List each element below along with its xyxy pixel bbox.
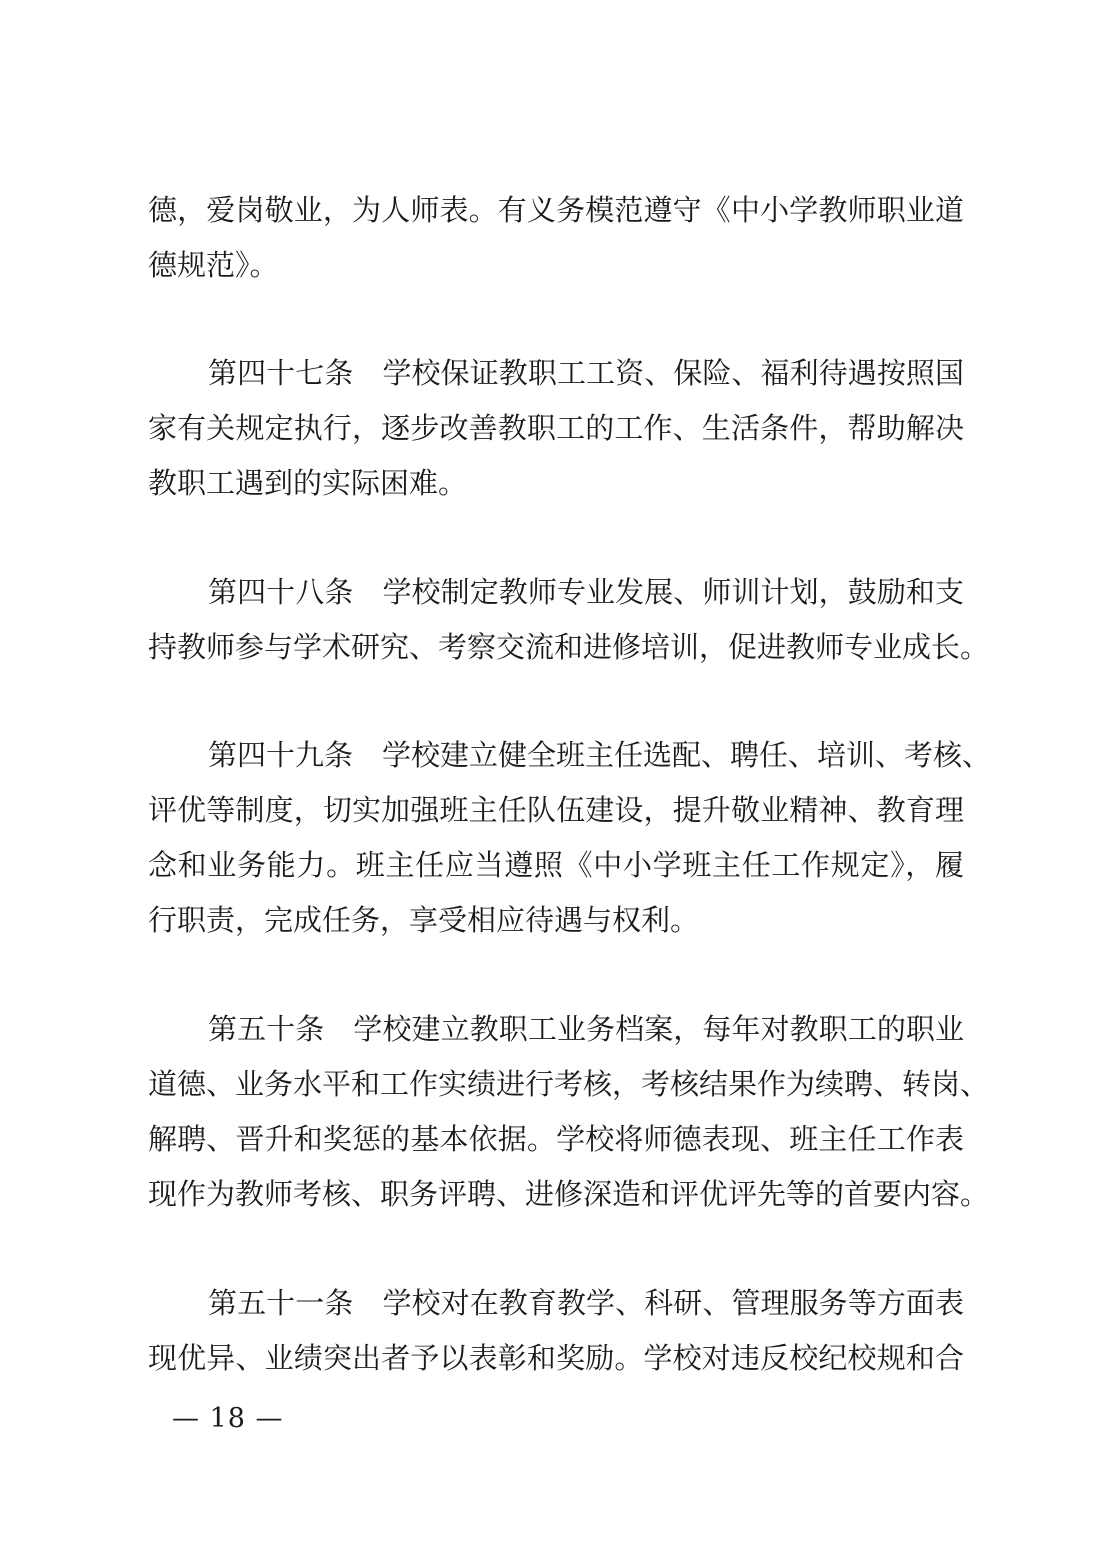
- text-line: 现优异、业绩突出者予以表彰和奖励。学校对违反校纪校规和合: [148, 1341, 964, 1375]
- article-49-first-line: 第四十九条 学校建立健全班主任选配、聘任、培训、考核、: [208, 738, 992, 772]
- text-line: 行职责，完成任务，享受相应待遇与权利。: [148, 903, 700, 937]
- text-line: 德规范》。: [148, 248, 279, 282]
- text-line: 教职工遇到的实际困难。: [148, 466, 468, 500]
- text-line: 评优等制度，切实加强班主任队伍建设，提升敬业精神、教育理: [148, 793, 964, 827]
- text-line: 现作为教师考核、职务评聘、进修深造和评优评先等的首要内容。: [148, 1177, 990, 1211]
- text-line: 德，爱岗敬业，为人师表。有义务模范遵守《中小学教师职业道: [148, 193, 964, 227]
- article-47-first-line: 第四十七条 学校保证教职工工资、保险、福利待遇按照国: [208, 356, 964, 390]
- article-51-first-line: 第五十一条 学校对在教育教学、科研、管理服务等方面表: [208, 1286, 964, 1320]
- article-50-first-line: 第五十条 学校建立教职工业务档案，每年对教职工的职业: [208, 1012, 964, 1046]
- text-line: 念和业务能力。班主任应当遵照《中小学班主任工作规定》，履: [148, 848, 964, 882]
- text-line: 道德、业务水平和工作实绩进行考核，考核结果作为续聘、转岗、: [148, 1067, 990, 1101]
- text-line: 持教师参与学术研究、考察交流和进修培训，促进教师专业成长。: [148, 630, 990, 664]
- article-48-first-line: 第四十八条 学校制定教师专业发展、师训计划，鼓励和支: [208, 575, 964, 609]
- page-number: — 18 —: [172, 1403, 284, 1434]
- text-line: 解聘、晋升和奖惩的基本依据。学校将师德表现、班主任工作表: [148, 1122, 964, 1156]
- text-line: 家有关规定执行，逐步改善教职工的工作、生活条件，帮助解决: [148, 411, 964, 445]
